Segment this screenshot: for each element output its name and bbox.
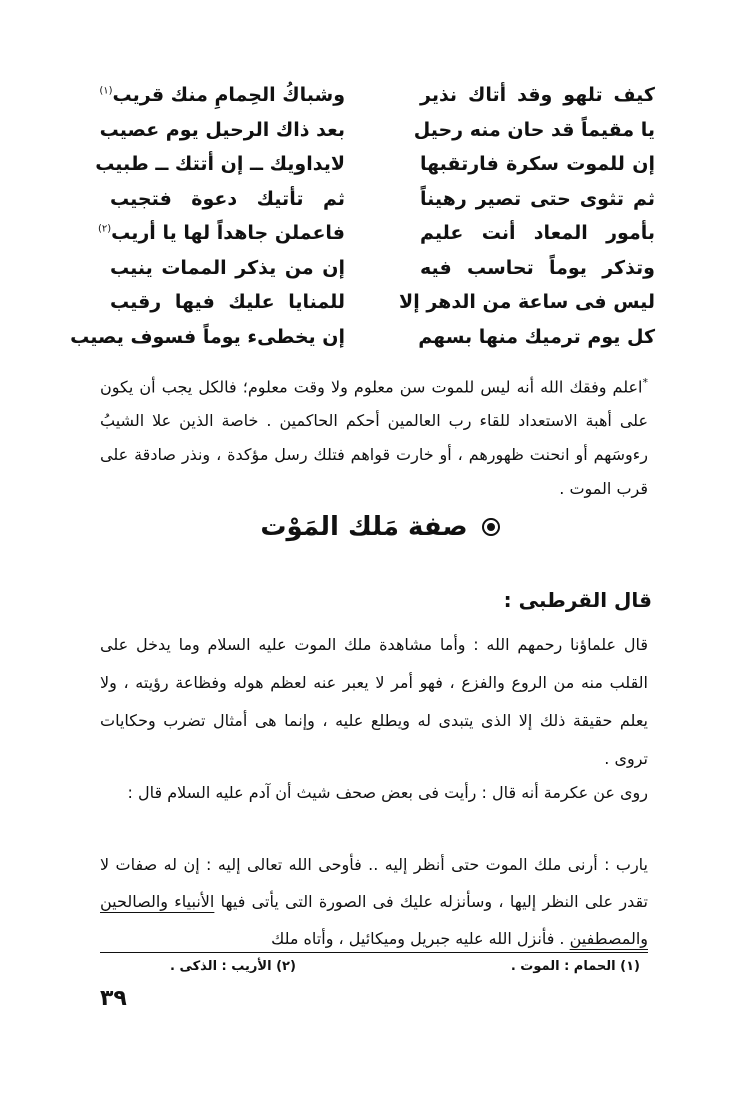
poem-line: ثم تأتيك دعوة فتجيب: [110, 187, 345, 210]
poem-line: [97, 216, 345, 251]
paragraph: [100, 846, 648, 957]
paragraph: قال علماؤنا رحمهم الله : وأما مشاهدة ملك الموت عليه السلام وما يدخل على القلب منه من الروع والفزع ، فهو أمر لا يعبر عنه لعظم هوله وفظاعة رؤيته ، ولا يعلم حقيقة ذلك إلا الذى يتبدى له ويطلع عليه ، وإنما هى أمثال تضرب وحكايات تروى .: [100, 635, 648, 768]
bullseye-icon: [482, 518, 500, 536]
poem-right-hemistichs: [399, 78, 655, 354]
poem-line: لايداويك ــ إن أتتك ــ طبيب: [95, 153, 345, 175]
poem-line: ليس فى ساعة من الدهر إلا: [399, 291, 655, 313]
poem-line: إن من يذكر الممات ينيب: [110, 256, 345, 279]
subheading: قال القرطبى :: [503, 588, 652, 612]
poem: [70, 78, 655, 358]
poem-left-hemistichs: [70, 78, 345, 354]
poem-line: كل يوم ترميك منها بسهم: [418, 325, 655, 348]
footnote-1: (١) الحمام : الموت .: [510, 959, 640, 974]
poem-line-text: وشباكُ الحِمامِ منك قريب: [112, 84, 345, 106]
intro-paragraph: [100, 366, 648, 506]
paragraph: روى عن عكرمة أنه قال : رأيت فى بعض صحف شيث أن آدم عليه السلام قال :: [127, 783, 648, 802]
underlined-phrase: الأنبياء والصالحين والمصطفين: [100, 892, 648, 948]
footnote-2: (٢) الأريب : الذكى .: [170, 959, 296, 974]
section-title: صفة مَلك المَوْت: [260, 512, 468, 542]
footnote-divider: [100, 952, 648, 953]
poem-line: وتذكر يوماً تحاسب فيه: [420, 256, 655, 279]
poem-line: [99, 78, 345, 113]
poem-line: ثم تثوى حتى تصير رهيناً: [420, 187, 655, 210]
poem-line: إن يخطىء يوماً فسوف يصيب: [70, 325, 345, 348]
section-heading: [240, 505, 520, 549]
paragraph-text: يارب : أرنى ملك الموت حتى أنظر إليه .. فأوحى الله تعالى إليه : إن له صفات لا تقدر على النظر إليها ، وسأنزله عليك فى الصورة التى يأتى فيها: [100, 855, 649, 911]
footnote-mark: (١): [99, 85, 113, 97]
page-number: ٣٩: [100, 986, 127, 1011]
poem-line: للمنايا عليك فيها رقيب: [110, 291, 345, 313]
poem-line: بأمور المعاد أنت عليم: [420, 222, 655, 244]
poem-line: يا مقيماً قد حان منه رحيل: [413, 118, 655, 141]
footnotes: [100, 955, 648, 979]
footnote-mark: (٢): [97, 223, 112, 235]
paragraph-text: . فأنزل الله عليه جبريل وميكائيل ، وأتاه ملك: [271, 929, 570, 948]
poem-line: كيف تلهو وقد أتاك نذير: [420, 84, 655, 106]
poem-line: إن للموت سكرة فارتقبها: [420, 153, 655, 175]
poem-line-text: فاعملن جاهداً لها يا أريب: [111, 222, 345, 244]
intro-text: اعلم وفقك الله أنه ليس للموت سن معلوم ولا وقت معلوم؛ فالكل يجب أن يكون على أهبة الاستعداد للقاء رب العالمين أحكم الحاكمين . خاصة الذين علا الشيبُ رءوسَهم أو انحنت ظهورهم ، أو خارت قواهم فتلك رسل مؤكدة ، ونذر صادقة على قرب الموت .: [100, 377, 648, 499]
asterisk-marker: *: [642, 376, 648, 389]
poem-line: بعد ذاك الرحيل يوم عصيب: [99, 118, 345, 141]
